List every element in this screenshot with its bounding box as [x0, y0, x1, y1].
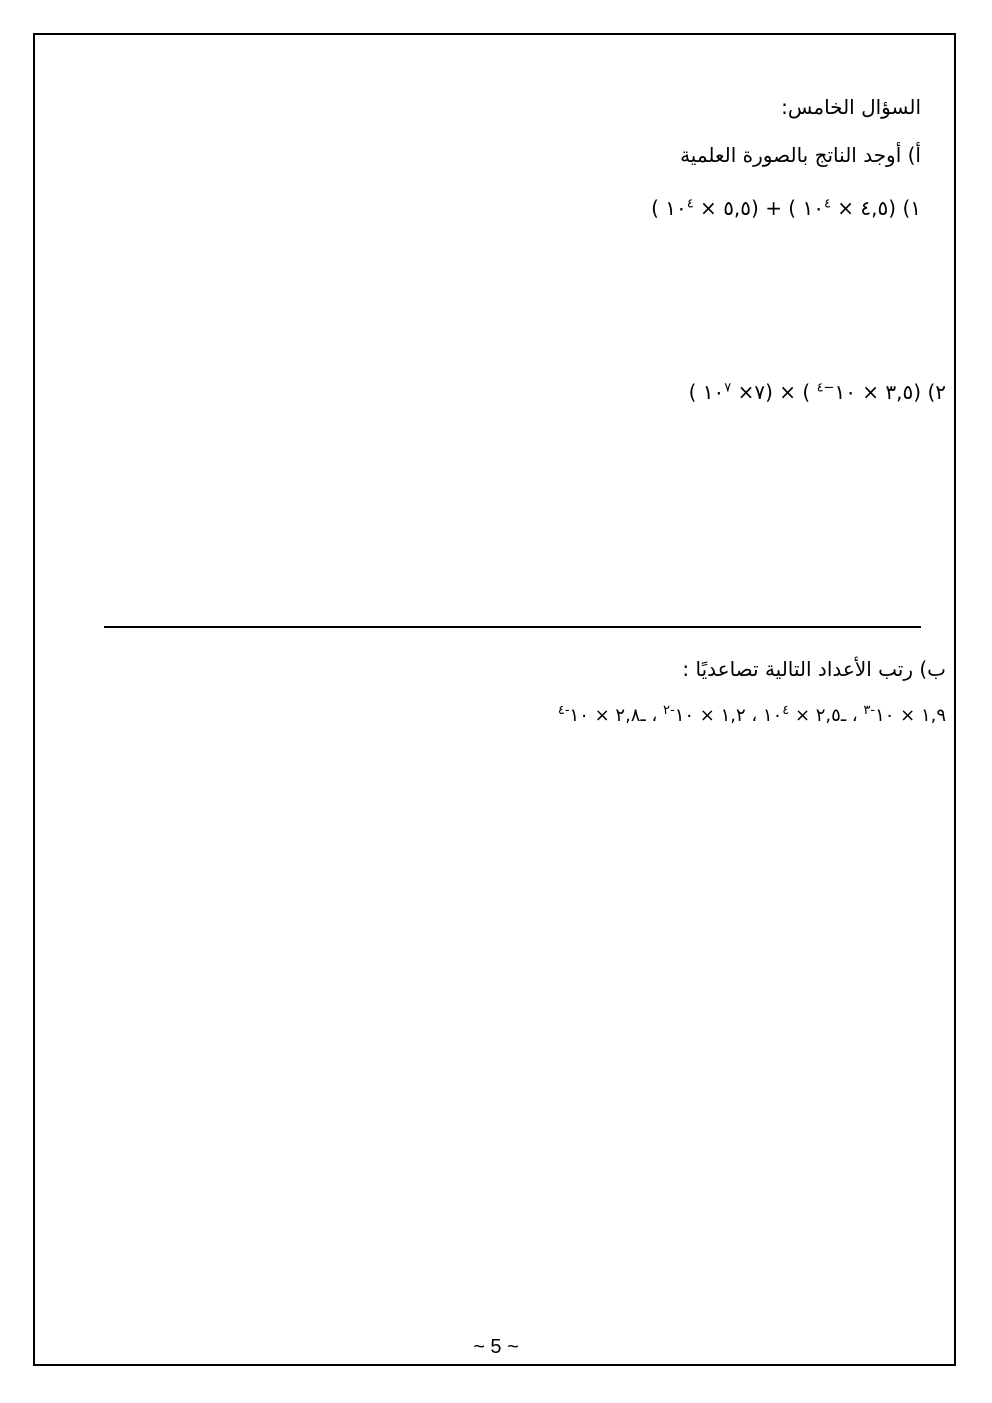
item-number: ٢)	[927, 380, 946, 404]
part-a-instruction: أ) أوجد الناتج بالصورة العلمية	[680, 143, 921, 167]
expression: (٣,٥ × $١٠^{-٤}$ ) × (٧× $١٠^٧$ )	[688, 380, 922, 404]
part-b-numbers: ١,٩ × $١٠^{-٣}$ ، ـ٢,٥ × $١٠^٤$ ، ١,٢ × $١٠^{-٢}$ ، ـ٢,٨ × $١٠^{-٤}$	[557, 703, 946, 726]
page-frame	[33, 33, 956, 1366]
part-a-item-2	[689, 380, 946, 404]
item-number: ١)	[902, 196, 921, 220]
expression: (٤,٥ × $١٠^٤$ ) + (٥,٥ × $١٠^٤$ )	[651, 196, 897, 220]
section-divider	[104, 626, 921, 628]
question-title: السؤال الخامس:	[781, 95, 921, 119]
part-a-item-1	[651, 196, 921, 220]
part-b-instruction: ب) رتب الأعداد التالية تصاعديًا :	[682, 657, 946, 681]
page-number: ~ 5 ~	[473, 1336, 519, 1358]
